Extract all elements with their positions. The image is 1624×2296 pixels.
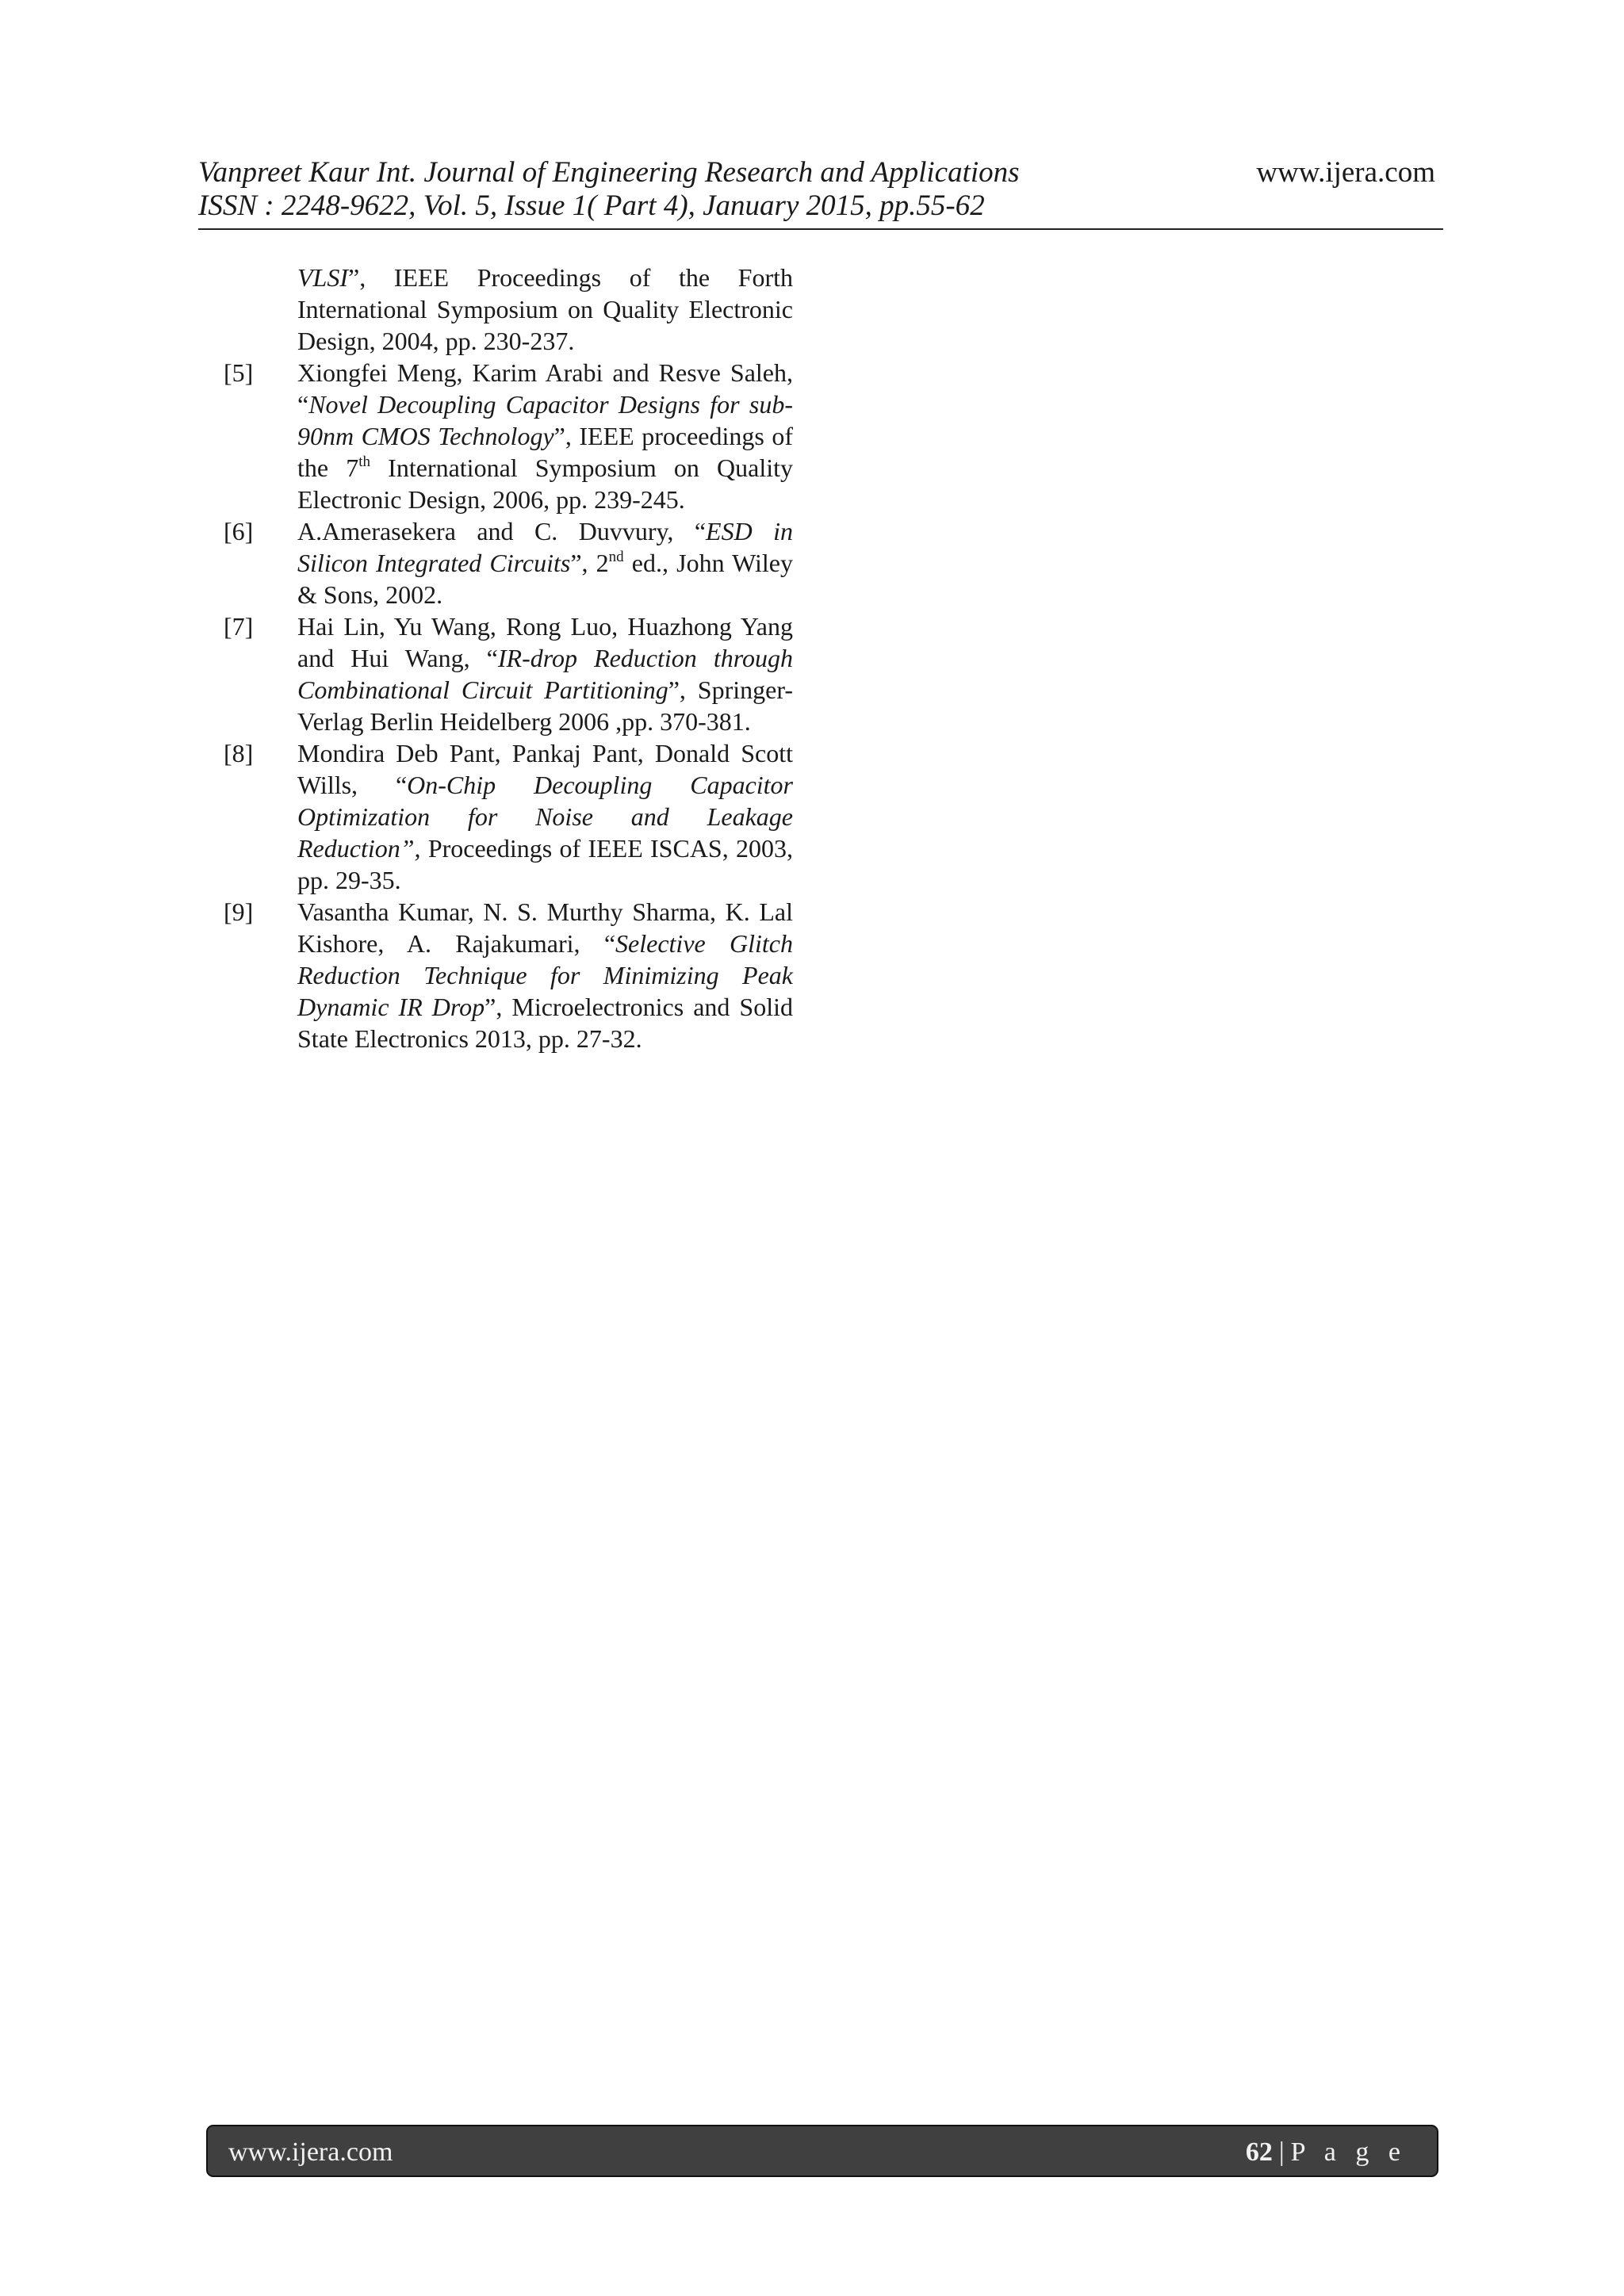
reference-number: [5] (224, 358, 254, 387)
reference-title: IR-drop Reduction through Combinational Circuit Partitioning (297, 644, 793, 704)
footer-website: www.ijera.com (228, 2137, 393, 2167)
reference-title: Novel Decoupling Capacitor Designs for sub-90nm CMOS Technology (297, 390, 793, 450)
reference-body: VLSI”, IEEE Proceedings of the Forth International Symposium on Quality Electronic Design, 2004, pp. 230-237. (297, 263, 793, 355)
page-number-label (1246, 2137, 1407, 2168)
reference-title: VLSI (297, 263, 348, 292)
reference-body: Xiongfei Meng, Karim Arabi and Resve Saleh, “Novel Decoupling Capacitor Designs for sub-90nm CMOS Technology”, IEEE proceedings of the 7th International Symposium on Quality Electronic Design, 2006, pp. 239-245. (297, 358, 794, 514)
journal-title: Vanpreet Kaur Int. Journal of Engineering Research and Applications (198, 156, 1020, 189)
reference-number: [6] (224, 517, 254, 545)
reference-title: ESD in Silicon Integrated Circuits (297, 517, 794, 577)
reference-number: [9] (224, 897, 254, 926)
reference-number: [8] (224, 739, 254, 767)
reference-number: [7] (224, 612, 254, 641)
reference-5 (213, 357, 793, 515)
ordinal-superscript: th (358, 453, 371, 470)
reference-body: Vasantha Kumar, N. S. Murthy Sharma, K. Lal Kishore, A. Rajakumari, “Selective Glitch Reduction Technique for Minimizing Peak Dynamic IR Drop”, Microelectronics and Solid State Electronics 2013, pp. 27-32. (297, 897, 794, 1053)
reference-6 (213, 515, 793, 610)
reference-7 (213, 610, 793, 737)
running-header (198, 152, 1443, 230)
reference-body: A.Amerasekera and C. Duvvury, “ESD in Silicon Integrated Circuits”, 2nd ed., John Wiley & Sons, 2002. (297, 517, 794, 609)
reference-title: On-Chip Decoupling Capacitor Optimization for Noise and Leakage Reduction”, (297, 771, 793, 863)
page-separator: | (1278, 2137, 1285, 2167)
references-list (213, 262, 793, 1054)
page-number: 62 (1245, 2137, 1273, 2167)
reference-title: Selective Glitch Reduction Technique for Minimizing Peak Dynamic IR Drop (297, 929, 793, 1021)
ordinal-superscript: nd (608, 549, 624, 565)
reference-body: Mondira Deb Pant, Pankaj Pant, Donald Scott Wills, “On-Chip Decoupling Capacitor Optimization for Noise and Leakage Reduction”, Proceedings of IEEE ISCAS, 2003, pp. 29-35. (297, 739, 793, 894)
reference-9 (213, 896, 793, 1054)
reference-body: Hai Lin, Yu Wang, Rong Luo, Huazhong Yang and Hui Wang, “IR-drop Reduction through Combinational Circuit Partitioning”, Springer-Verlag Berlin Heidelberg 2006 ,pp. 370-381. (297, 612, 793, 736)
reference-continuation (213, 262, 793, 357)
issn-line: ISSN : 2248-9622, Vol. 5, Issue 1( Part 4), January 2015, pp.55-62 (198, 189, 985, 222)
reference-8 (213, 737, 793, 896)
page-footer (206, 2125, 1438, 2177)
page-word: P a g e (1290, 2137, 1407, 2167)
header-website: www.ijera.com (1256, 156, 1435, 189)
